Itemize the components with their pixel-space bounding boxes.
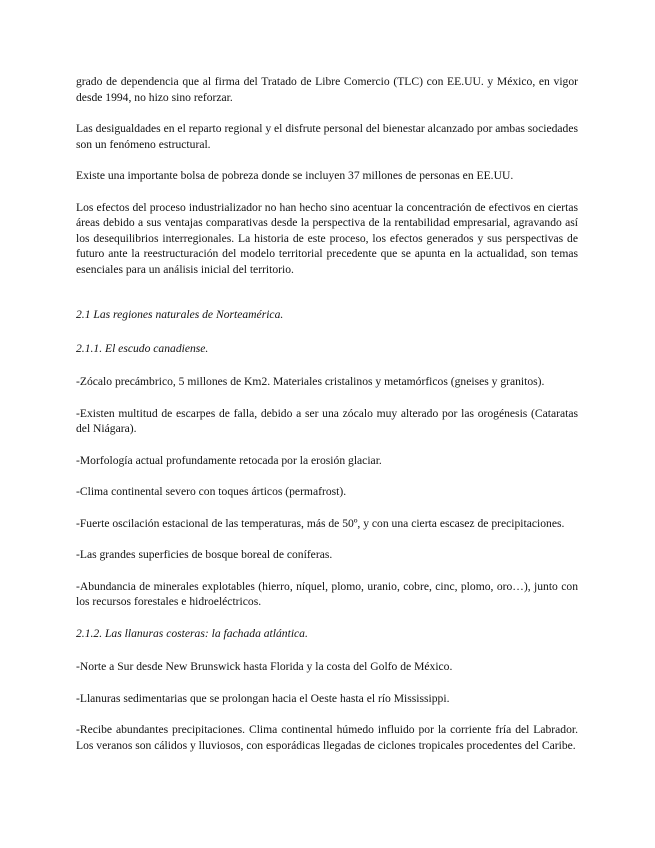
section-heading-regiones: 2.1 Las regiones naturales de Norteamérica.	[76, 308, 284, 321]
list-item: -Abundancia de minerales explotables (hierro, níquel, plomo, uranio, cobre, cinc, plomo, oro…), junto con los recursos forestales e hidroeléctricos.	[76, 579, 578, 608]
list-item: -Llanuras sedimentarias que se prolongan hacia el Oeste hasta el río Mississippi.	[76, 691, 450, 705]
paragraph-dependencia: grado de dependencia que al firma del Tratado de Libre Comercio (TLC) con EE.UU. y México, en vigor desde 1994, no hizo sino reforzar.	[76, 75, 578, 104]
document-body	[76, 74, 578, 769]
subsection-heading-llanuras: 2.1.2. Las llanuras costeras: la fachada atlántica.	[76, 626, 308, 640]
paragraph-pobreza: Existe una importante bolsa de pobreza donde se incluyen 37 millones de personas en EE.UU.	[76, 169, 514, 182]
list-item: -Clima continental severo con toques árticos (permafrost).	[76, 485, 347, 498]
subsection-heading-escudo: 2.1.1. El escudo canadiense.	[76, 341, 209, 355]
list-item: -Norte a Sur desde New Brunswick hasta Florida y la costa del Golfo de México.	[76, 660, 453, 673]
list-item: -Zócalo precámbrico, 5 millones de Km2. Materiales cristalinos y metamórficos (gneises y granitos).	[76, 375, 545, 388]
paragraph-desigualdades: Las desigualdades en el reparto regional y el disfrute personal del bienestar alcanzado por ambas sociedades son un fenómeno estructural.	[76, 122, 578, 151]
list-item: -Fuerte oscilación estacional de las temperaturas, más de 50º, y con una cierta escasez de precipitaciones.	[76, 516, 565, 530]
list-item: -Las grandes superficies de bosque boreal de coníferas.	[76, 548, 333, 561]
list-item: -Existen multitud de escarpes de falla, debido a ser una zócalo muy alterado por las orogénesis (Cataratas del Niágara).	[76, 406, 578, 435]
paragraph-industrializacion: Los efectos del proceso industrializador no han hecho sino acentuar la concentración de efectivos en ciertas áreas debido a sus ventajas comparativas desde la perspectiva de la rentabilidad empresarial, agravando así los desequilibrios interregionales. La historia de este proceso, los efectos generados y sus perspectivas de futuro ante la reestructuración del modelo territorial precedente que se apunta en la actualidad, son temas esenciales para un análisis inicial del territorio.	[76, 200, 578, 276]
list-item: -Recibe abundantes precipitaciones. Clima continental húmedo influido por la corriente fría del Labrador. Los veranos son cálidos y lluviosos, con esporádicas llegadas de ciclones tropicales procedentes del Caribe.	[76, 723, 578, 752]
list-item: -Morfología actual profundamente retocada por la erosión glaciar.	[76, 453, 382, 467]
